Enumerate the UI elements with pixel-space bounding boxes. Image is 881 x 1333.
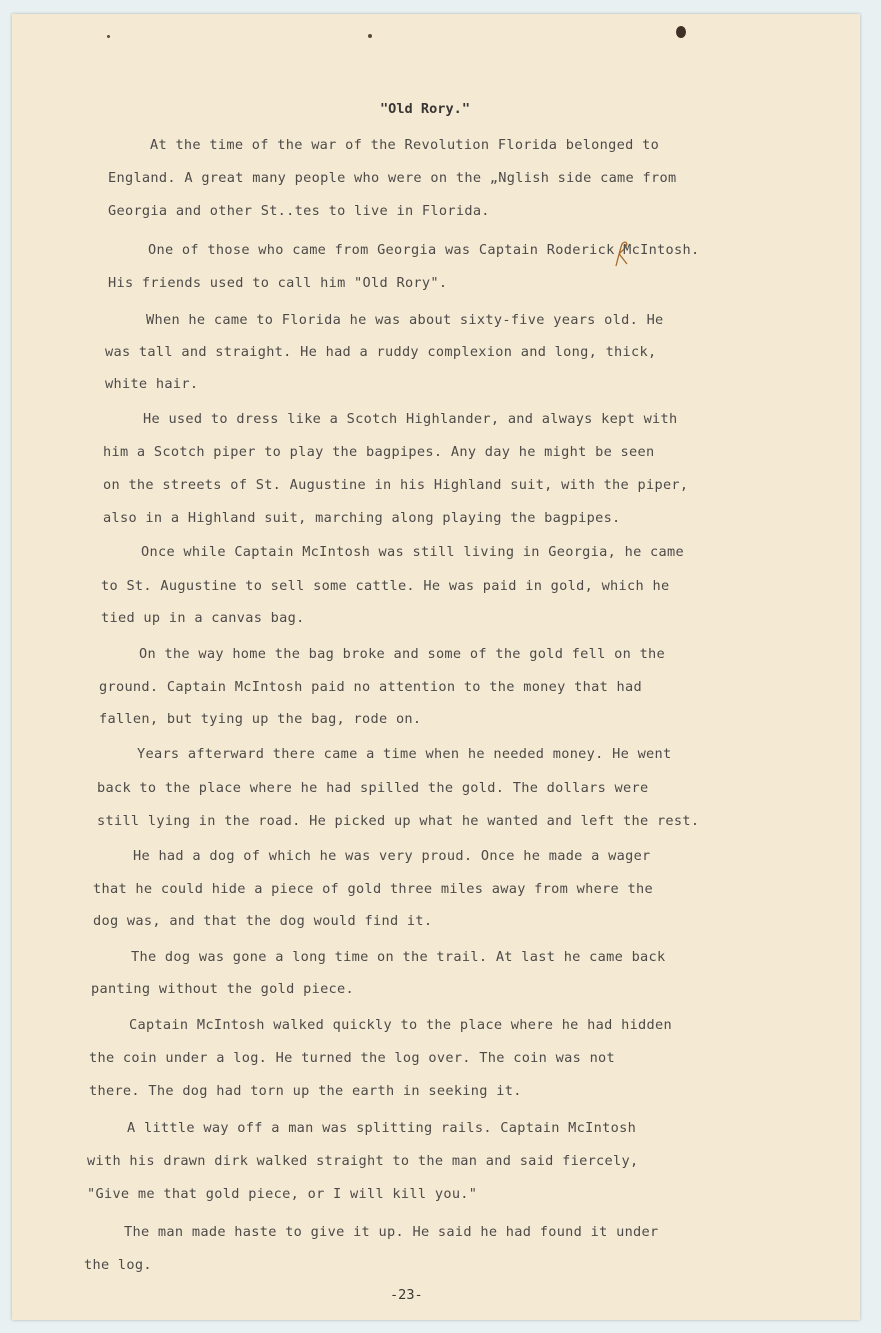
text-line: On the way home the bag broke and some of the gold fell on the bbox=[139, 646, 666, 662]
text-line: the coin under a log. He turned the log over. The coin was not bbox=[89, 1050, 616, 1066]
text-line: Years afterward there came a time when he needed money. He went bbox=[137, 746, 672, 762]
text-line: He had a dog of which he was very proud. Once he made a wager bbox=[133, 848, 651, 864]
text-line: still lying in the road. He picked up what he wanted and left the rest. bbox=[97, 813, 700, 829]
text-line: When he came to Florida he was about sixty-five years old. He bbox=[146, 312, 664, 328]
text-line: One of those who came from Georgia was Captain Roderick McIntosh. bbox=[148, 242, 700, 258]
text-line: on the streets of St. Augustine in his Highland suit, with the piper, bbox=[103, 477, 689, 493]
text-line: that he could hide a piece of gold three miles away from where the bbox=[93, 881, 653, 897]
text-line: A little way off a man was splitting rails. Captain McIntosh bbox=[127, 1120, 637, 1136]
text-line: Once while Captain McIntosh was still living in Georgia, he came bbox=[141, 544, 684, 560]
punch-hole bbox=[676, 26, 686, 38]
text-line: him a Scotch piper to play the bagpipes. Any day he might be seen bbox=[103, 444, 655, 460]
text-line: tied up in a canvas bag. bbox=[101, 610, 305, 626]
text-line: fallen, but tying up the bag, rode on. bbox=[99, 711, 422, 727]
text-line: Georgia and other St..tes to live in Florida. bbox=[108, 203, 490, 219]
text-line: His friends used to call him "Old Rory". bbox=[108, 275, 448, 291]
text-line: Captain McIntosh walked quickly to the place where he had hidden bbox=[129, 1017, 672, 1033]
text-line: He used to dress like a Scotch Highlander, and always kept with bbox=[143, 411, 678, 427]
text-line: the log. bbox=[84, 1257, 152, 1273]
paper-blemish bbox=[368, 34, 372, 38]
text-line: was tall and straight. He had a ruddy complexion and long, thick, bbox=[105, 344, 657, 360]
text-line: ground. Captain McIntosh paid no attention to the money that had bbox=[99, 679, 642, 695]
text-line: At the time of the war of the Revolution Florida belonged to bbox=[150, 137, 660, 153]
text-line: back to the place where he had spilled the gold. The dollars were bbox=[97, 780, 649, 796]
text-line: white hair. bbox=[105, 376, 199, 392]
text-line: also in a Highland suit, marching along playing the bagpipes. bbox=[103, 510, 621, 526]
text-line: The dog was gone a long time on the trail. At last he came back bbox=[131, 949, 666, 965]
paper-blemish bbox=[107, 35, 110, 38]
text-line: England. A great many people who were on the „Nglish side came from bbox=[108, 170, 677, 186]
text-line: with his drawn dirk walked straight to the man and said fiercely, bbox=[87, 1153, 639, 1169]
text-line: "Give me that gold piece, or I will kill you." bbox=[87, 1186, 478, 1202]
page-title: "Old Rory." bbox=[380, 101, 471, 117]
text-line: dog was, and that the dog would find it. bbox=[93, 913, 433, 929]
text-line: panting without the gold piece. bbox=[91, 981, 355, 997]
text-line: to St. Augustine to sell some cattle. He was paid in gold, which he bbox=[101, 578, 670, 594]
text-line: there. The dog had torn up the earth in seeking it. bbox=[89, 1083, 522, 1099]
typewritten-page bbox=[12, 14, 860, 1320]
page-number: -23- bbox=[390, 1287, 423, 1303]
text-line: The man made haste to give it up. He said he had found it under bbox=[124, 1224, 659, 1240]
